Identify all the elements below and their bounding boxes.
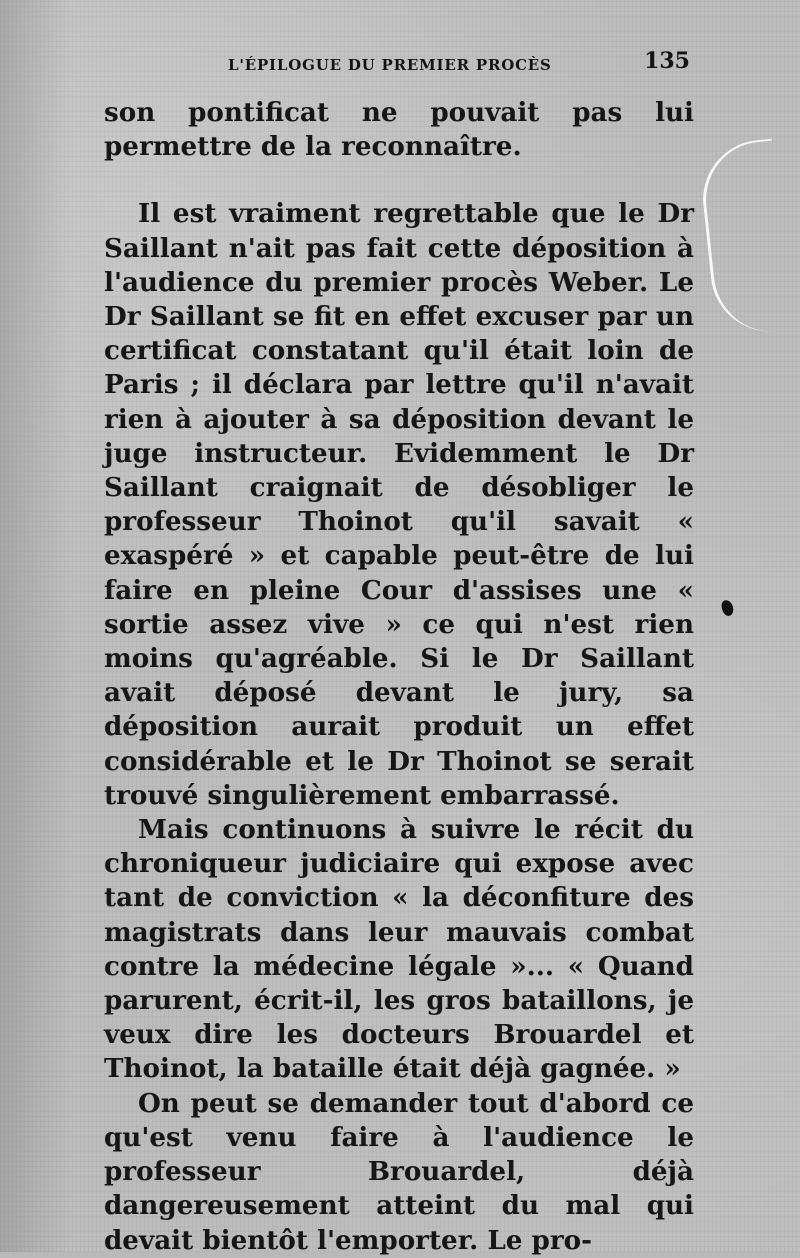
page-number: 135 [644, 48, 690, 74]
paragraph-4: On peut se demander tout d'abord ce qu'est venu faire à l'audience le professeur Brouardel, déjà dangereusement atteint du mal qui devait bientôt l'emporter. Le pro- [104, 1087, 694, 1256]
running-head: L'ÉPILOGUE DU PREMIER PROCÈS [228, 56, 552, 74]
paper-scratch-mark [697, 139, 792, 338]
ink-spot [720, 599, 735, 617]
page-body [104, 96, 694, 1258]
paragraph-2: Il est vraiment regrettable que le Dr Saillant n'ait pas fait cette déposition à l'audience du premier procès Weber. Le Dr Saillant se fit en effet excuser par un certificat constatant qu'il était loin de Paris ; il déclara par lettre qu'il n'avait rien à ajouter à sa déposition devant le juge instructeur. Evidemment le Dr Saillant craignait de désobliger le professeur Thoinot qu'il savait « exaspéré » et capable peut-être de lui faire en pleine Cour d'assises une « sortie assez vive » ce qui n'est rien moins qu'agréable. Si le Dr Saillant avait déposé devant le jury, sa déposition aurait produit un effet considérable et le Dr Thoinot se serait trouvé singulièrement embarrassé. [104, 198, 694, 811]
paragraph-3: Mais continuons à suivre le récit du chroniqueur judiciaire qui expose avec tant de conviction « la déconfiture des magistrats dans leur mauvais combat contre la médecine légale »... « Quand parurent, écrit-il, les gros bataillons, je veux dire les docteurs Brouardel et Thoinot, la bataille était déjà gagnée. » [104, 814, 694, 1085]
paragraph-1: son pontificat ne pouvait pas lui permettre de la reconnaître. [104, 97, 694, 163]
page-shadow [0, 0, 70, 1252]
page-header [100, 48, 690, 78]
